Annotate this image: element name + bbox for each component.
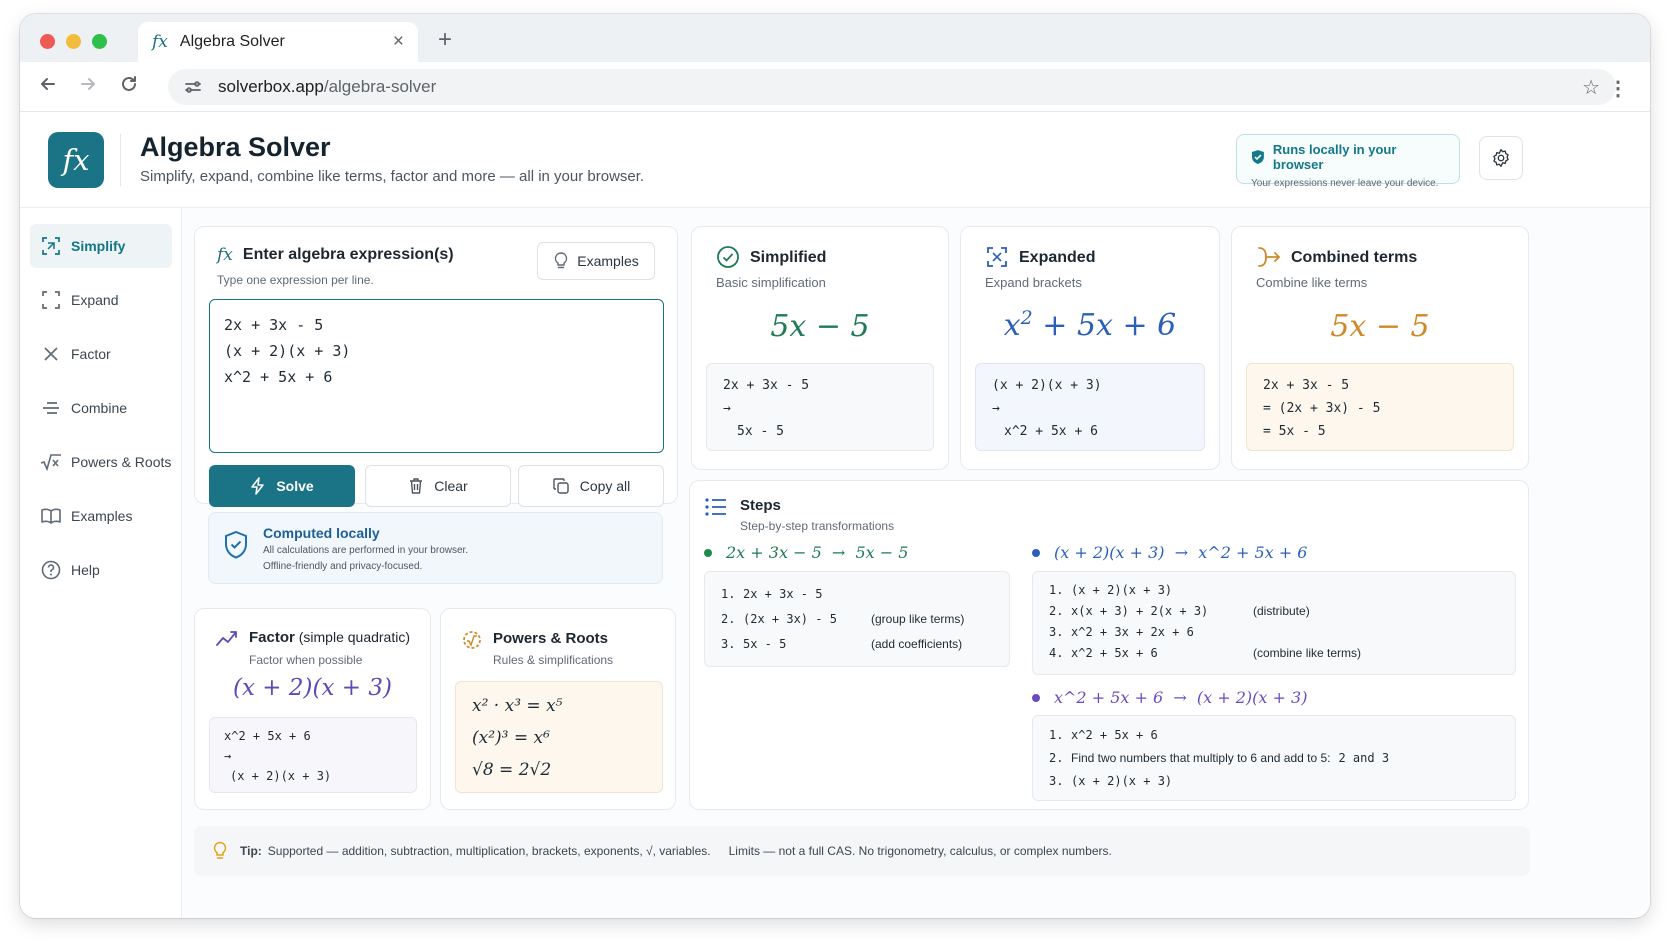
combine-icon (40, 397, 62, 419)
new-tab-icon[interactable]: + (438, 26, 453, 53)
root-icon (40, 451, 62, 473)
computed-line1: All calculations are performed in your browser. (263, 545, 469, 556)
sidebar-item-examples[interactable] (30, 494, 172, 538)
expanded-result-exponent: 2 (1020, 307, 1033, 329)
url-path: /algebra-solver (323, 77, 437, 96)
expanded-result-base: x (1003, 308, 1021, 343)
badge-subtitle: Your expressions never leave your device. (1251, 178, 1439, 189)
step-number: 2. (1049, 751, 1064, 765)
simplified-subtitle: Basic simplification (716, 275, 826, 290)
step-expression: (x + 2)(x + 3) (1071, 583, 1173, 597)
clear-button[interactable] (365, 465, 511, 507)
sidebar-item-powers-roots[interactable] (30, 440, 172, 484)
step-note: 2 and 3 (1338, 751, 1390, 765)
work-line: 5x - 5 (737, 424, 784, 439)
step-group-header (1032, 688, 1307, 707)
cog-root-icon (461, 629, 483, 651)
step-expression: (x + 2)(x + 3) (1071, 774, 1173, 788)
solve-button-label: Solve (276, 478, 314, 494)
steps-title: Steps (740, 497, 781, 514)
factor-title: Factor (249, 629, 295, 646)
app-logo: fx (48, 132, 104, 188)
simplified-title: Simplified (750, 249, 827, 266)
computed-title: Computed locally (263, 525, 380, 541)
step-note: (add coefficients) (871, 637, 963, 651)
expanded-result-rest: + 5x + 6 (1032, 308, 1177, 343)
header-divider (120, 134, 121, 186)
copy-icon (552, 477, 570, 495)
factor-result: (x + 2)(x + 3) (233, 675, 392, 701)
bullet-dot (1032, 694, 1040, 702)
trend-icon (215, 629, 239, 649)
step-expression: x(x + 3) + 2(x + 3) (1071, 604, 1209, 618)
powers-title: Powers & Roots (493, 630, 609, 647)
step-row (1049, 643, 1499, 664)
settings-button[interactable] (1479, 136, 1523, 180)
factor-title-note: (simple quadratic) (298, 629, 410, 645)
examples-button-label: Examples (577, 253, 639, 269)
forward-icon[interactable] (78, 74, 98, 94)
simplified-card (691, 226, 949, 470)
step-expression: 5x - 5 (743, 637, 787, 651)
step-row (1049, 724, 1499, 747)
tab-favicon-icon: fx (152, 32, 168, 52)
step-row (1049, 580, 1499, 601)
lightning-icon (250, 477, 266, 495)
work-line: → (723, 401, 731, 416)
browser-toolbar (20, 62, 1650, 112)
badge-title: Runs locally in your browser (1272, 142, 1397, 172)
sidebar-item-combine[interactable] (30, 386, 172, 430)
app-container (20, 112, 1650, 918)
work-line: → (992, 401, 1000, 416)
input-hint: Type one expression per line. (217, 273, 374, 287)
step-group-header (1032, 543, 1307, 562)
tip-supported: Supported — addition, subtraction, multiplication, brackets, exponents, √, variables. (267, 844, 711, 858)
combined-subtitle: Combine like terms (1256, 275, 1368, 290)
expand-arrows-icon (985, 245, 1009, 269)
step-group-3-list (1032, 715, 1516, 801)
step-number: 1. (721, 587, 736, 601)
list-icon (704, 497, 728, 517)
steps-subtitle: Step-by-step transformations (740, 519, 895, 533)
app-header (20, 112, 1650, 208)
expression-textarea[interactable]: 2x + 3x - 5 (x + 2)(x + 3) x^2 + 5x + 6 (209, 299, 664, 453)
local-badge (1236, 134, 1460, 189)
shield-icon (223, 530, 249, 560)
expanded-card (960, 226, 1220, 470)
step-group-expression: (x + 2)(x + 3) → x^2 + 5x + 6 (1054, 543, 1308, 562)
examples-button[interactable] (537, 242, 655, 280)
expand-icon (40, 289, 62, 311)
step-expression: (2x + 3x) - 5 (743, 612, 837, 626)
book-icon (40, 505, 62, 527)
step-note: (combine like terms) (1253, 646, 1362, 660)
bullet-dot (704, 549, 712, 557)
work-line: (x + 2)(x + 3) (992, 378, 1102, 393)
work-line: = (2x + 3x) - 5 (1263, 401, 1381, 416)
step-number: 3. (721, 637, 736, 651)
lightbulb-icon (212, 841, 228, 861)
work-line: 2x + 3x - 5 (1263, 378, 1350, 393)
copy-all-button-label: Copy all (579, 478, 631, 494)
step-row (721, 632, 993, 657)
factor-subtitle: Factor when possible (249, 653, 363, 667)
site-settings-icon[interactable] (184, 78, 202, 96)
shield-check-icon (1251, 149, 1265, 165)
step-row (1049, 770, 1499, 793)
sidebar-item-label: Examples (71, 508, 133, 524)
step-group-1-list (704, 571, 1010, 667)
sidebar-item-label: Simplify (71, 238, 126, 254)
sidebar-item-help[interactable] (30, 548, 172, 592)
input-title: Enter algebra expression(s) (242, 246, 454, 263)
close-window-button[interactable] (40, 34, 55, 49)
step-expression: x^2 + 5x + 6 (1071, 728, 1158, 742)
step-expression: x^2 + 5x + 6 (1071, 646, 1158, 660)
merge-arrow-icon (1256, 245, 1282, 269)
step-row (721, 607, 993, 632)
combined-title: Combined terms (1291, 249, 1418, 266)
sidebar-item-label: Powers & Roots (71, 454, 172, 470)
copy-all-button[interactable] (518, 465, 664, 507)
address-bar[interactable] (168, 69, 1616, 105)
simplify-icon (40, 235, 62, 257)
lightbulb-icon (553, 252, 569, 270)
power-rule: (x²)³ = x⁶ (472, 728, 550, 748)
sidebar-item-label: Combine (71, 400, 128, 416)
combined-work (1246, 363, 1514, 451)
work-line: (x + 2)(x + 3) (230, 769, 332, 783)
factor-work (209, 717, 417, 793)
browser-menu-icon[interactable]: ⋮ (1608, 78, 1628, 100)
sidebar-item-label: Help (71, 562, 100, 578)
expanded-result (961, 307, 1219, 343)
step-row (1049, 622, 1499, 643)
step-group-2-list (1032, 571, 1516, 675)
expanded-work (975, 363, 1205, 451)
step-expression: 2x + 3x - 5 (743, 587, 823, 601)
bookmark-star-icon[interactable]: ☆ (1582, 76, 1600, 99)
power-rule: √8 = 2√2 (472, 760, 552, 780)
factor-card (194, 608, 431, 810)
sidebar-item-simplify[interactable] (30, 224, 172, 268)
maximize-window-button[interactable] (92, 34, 107, 49)
input-card (194, 226, 678, 504)
simplified-work (706, 363, 934, 451)
tab-title: Algebra Solver (179, 33, 285, 50)
clear-button-label: Clear (434, 478, 468, 494)
work-line: x^2 + 5x + 6 (224, 729, 311, 743)
sidebar-item-factor[interactable] (30, 332, 172, 376)
step-expression: Find two numbers that multiply to 6 and add to 5: (1071, 751, 1331, 765)
factor-icon (40, 343, 62, 365)
page-subtitle: Simplify, expand, combine like terms, factor and more — all in your browser. (140, 168, 645, 185)
step-number: 1. (1049, 728, 1064, 742)
minimize-window-button[interactable] (66, 34, 81, 49)
sidebar-item-label: Expand (71, 292, 119, 308)
power-rule: x² · x³ = x⁵ (472, 696, 563, 716)
browser-tab[interactable] (138, 22, 418, 62)
step-number: 2. (1049, 604, 1064, 618)
step-row (1049, 601, 1499, 622)
step-number: 3. (1049, 625, 1064, 639)
browser-titlebar (20, 14, 1650, 62)
page-title: Algebra Solver (140, 132, 331, 162)
tip-label: Tip: (240, 844, 262, 858)
work-line: 2x + 3x - 5 (723, 378, 810, 393)
work-line: → (224, 749, 232, 763)
combined-card (1231, 226, 1529, 470)
work-line: x^2 + 5x + 6 (1004, 424, 1098, 439)
step-group-header (704, 543, 908, 562)
steps-card (689, 480, 1529, 810)
computed-locally-panel (208, 512, 663, 584)
simplified-result: 5x − 5 (770, 309, 870, 344)
step-number: 4. (1049, 646, 1064, 660)
tab-close-icon[interactable]: × (392, 31, 404, 52)
fx-icon: fx (217, 245, 233, 265)
expanded-subtitle: Expand brackets (985, 275, 1082, 290)
browser-window (20, 14, 1650, 918)
back-icon[interactable] (38, 74, 58, 94)
solve-button[interactable] (209, 465, 355, 507)
step-row (1049, 747, 1499, 770)
trash-icon (408, 477, 424, 495)
step-row (721, 582, 993, 607)
powers-rules (455, 681, 663, 793)
sidebar (20, 208, 182, 918)
powers-subtitle: Rules & simplifications (493, 653, 614, 667)
step-number: 3. (1049, 774, 1064, 788)
step-group-expression: 2x + 3x − 5 → 5x − 5 (726, 543, 909, 562)
step-note: (distribute) (1253, 604, 1310, 618)
bullet-dot (1032, 549, 1040, 557)
sidebar-item-label: Factor (71, 346, 111, 362)
step-expression: x^2 + 3x + 2x + 6 (1071, 625, 1194, 639)
combined-result: 5x − 5 (1330, 309, 1430, 344)
url-host: solverbox.app (218, 77, 324, 96)
work-line: = 5x - 5 (1263, 424, 1326, 439)
step-number: 1. (1049, 583, 1064, 597)
reload-icon[interactable] (119, 74, 139, 94)
check-circle-icon (716, 245, 740, 269)
help-icon (40, 559, 62, 581)
computed-line2: Offline-friendly and privacy-focused. (263, 561, 423, 572)
expanded-title: Expanded (1019, 249, 1096, 266)
step-group-expression: x^2 + 5x + 6 → (x + 2)(x + 3) (1054, 688, 1308, 707)
tip-bar (194, 826, 1530, 876)
sidebar-item-expand[interactable] (30, 278, 172, 322)
step-number: 2. (721, 612, 736, 626)
gear-icon (1491, 148, 1511, 168)
step-note: (group like terms) (871, 612, 965, 626)
powers-roots-card (440, 608, 676, 810)
tip-limits: Limits — not a full CAS. No trigonometry, calculus, or complex numbers. (728, 844, 1112, 858)
